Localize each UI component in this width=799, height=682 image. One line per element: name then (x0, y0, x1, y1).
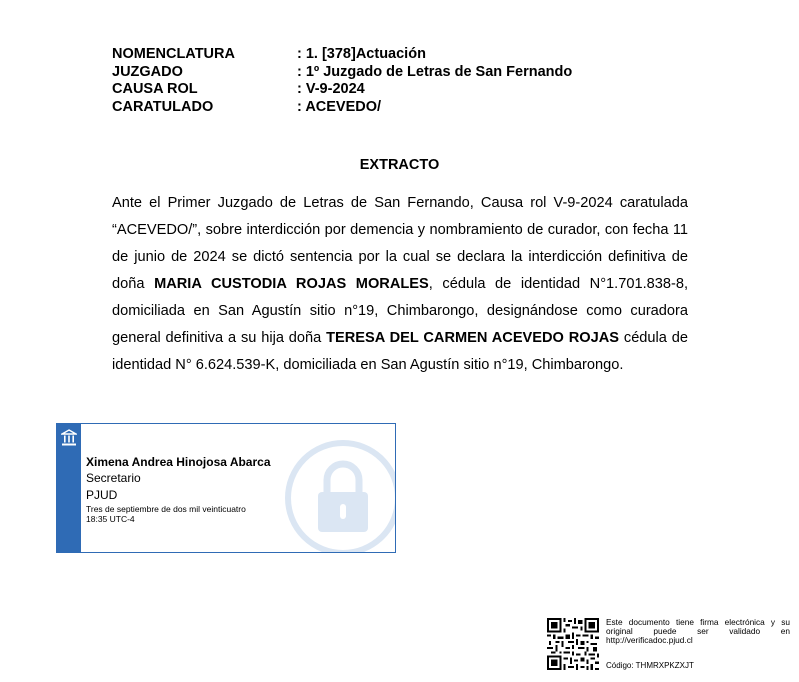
header-label: CAUSA ROL (112, 81, 198, 97)
signature-timestamp (86, 505, 246, 524)
header-value: : V-9-2024 (297, 81, 365, 97)
header-label: JUZGADO (112, 63, 183, 80)
institution-icon (61, 429, 77, 447)
header-value: : 1. [378]Actuación (297, 46, 426, 62)
header-value: : 1º Juzgado de Letras de San Fernando (297, 63, 573, 80)
electronic-signature-box (56, 423, 396, 553)
curator-name: TERESA DEL CARMEN ACEVEDO ROJAS (326, 330, 620, 346)
qr-code[interactable] (547, 618, 599, 670)
signature-date: Tres de septiembre de dos mil veinticuatro (86, 504, 246, 514)
verification-code: Código: THMRXPKZXJT (606, 661, 694, 670)
header-label: NOMENCLATURA (112, 46, 235, 62)
header-row-causa-rol (112, 81, 572, 99)
signature-time: 18:35 UTC-4 (86, 513, 135, 524)
signer-role: Secretario (86, 471, 141, 485)
extract-paragraph (112, 190, 688, 379)
body-text-part: cédula de identidad N° 6.624.539-K, domiciliada en San Agustín sitio n°19, Chimbarongo. (112, 330, 688, 373)
lock-watermark-icon (281, 436, 396, 553)
header-label: CARATULADO (112, 98, 214, 115)
header-row-nomenclatura (112, 46, 572, 64)
header-row-caratulado (112, 99, 572, 117)
signer-name: Ximena Andrea Hinojosa Abarca (86, 455, 271, 469)
header-row-juzgado (112, 64, 572, 82)
body-text-part: , cédula de identidad N°1.701.838-8, domiciliada en San Agustín sitio n°19, Chimbarongo, designándose como curadora general definitiva a su hija doña (112, 276, 688, 346)
document-header (112, 46, 572, 116)
verification-notice: Este documento tiene firma electrónica y su original puede ser validado en http://verificadoc.pjud.cl (606, 617, 790, 646)
document-title: EXTRACTO (359, 157, 440, 173)
signer-organization: PJUD (86, 488, 118, 502)
body-text-part: Ante el Primer Juzgado de Letras de San Fernando, Causa rol V-9-2024 caratulada “ACEVEDO/”, sobre interdicción por demencia y nombramiento de curador, con fecha 11 de junio de 2024 se dictó sentencia por la cual se declara la interdicción definitiva de doña (112, 195, 688, 292)
interdicted-person-name: MARIA CUSTODIA ROJAS MORALES (154, 276, 429, 292)
header-value: : ACEVEDO/ (297, 98, 382, 115)
signature-accent-bar (57, 424, 81, 552)
